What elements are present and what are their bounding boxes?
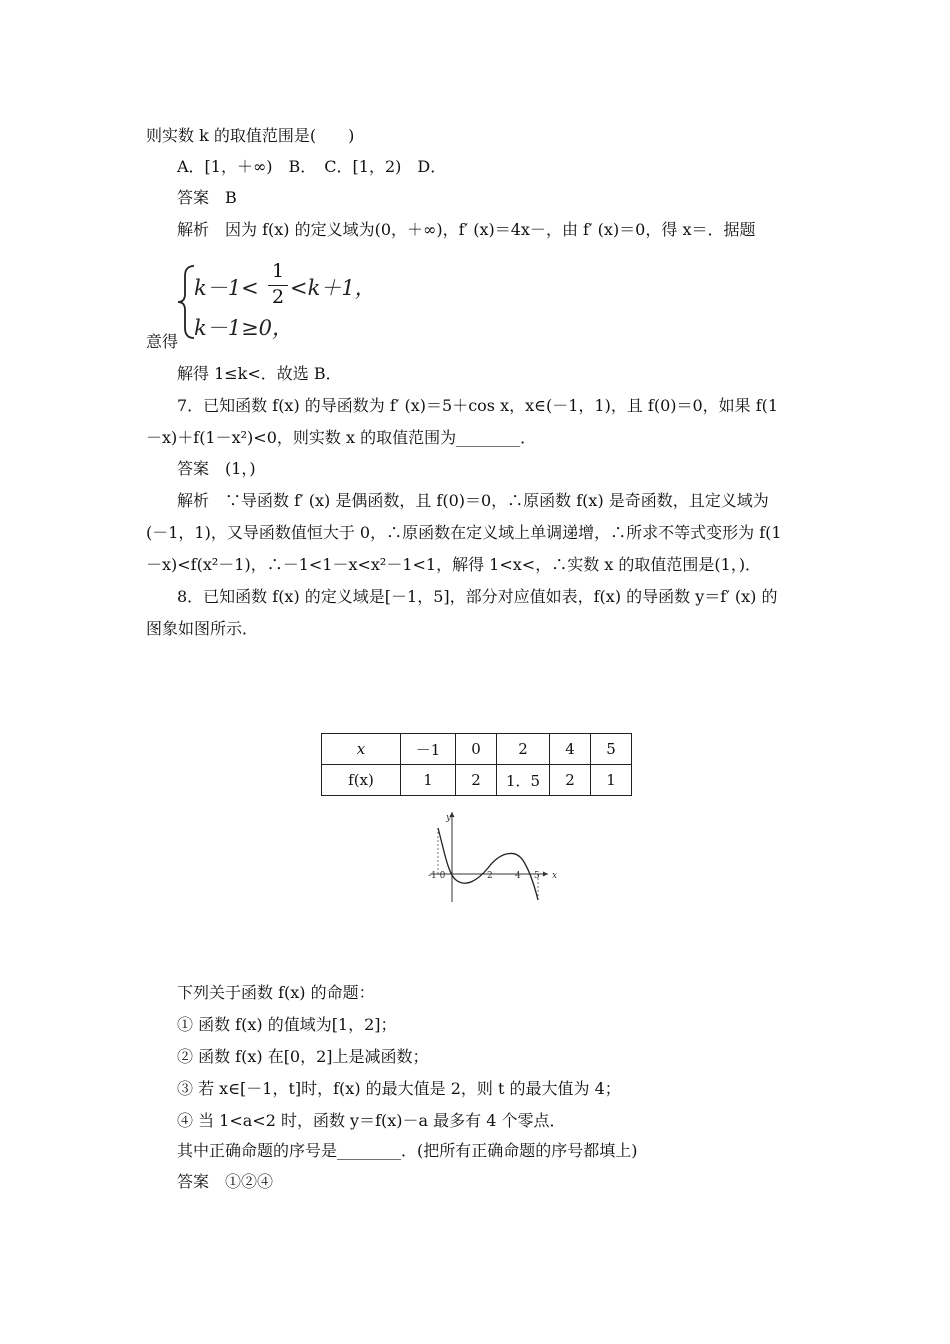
proposition-3: ③ 若 x∈[－1，t]时，f(x) 的最大值是 2，则 t 的最大值为 4； (177, 1079, 621, 1098)
text-line: 意得 (146, 332, 179, 351)
fraction-numerator: 1 (271, 260, 285, 282)
origin-label: -1 0 (428, 871, 446, 881)
tick-label: 4 (515, 871, 521, 881)
tick-label: 2 (487, 871, 493, 881)
proposition-4: ④ 当 1<a<2 时，函数 y＝f(x)－a 最多有 4 个零点． (177, 1111, 566, 1130)
proposition-2: ② 函数 f(x) 在[0，2]上是减函数； (177, 1047, 429, 1066)
y-axis-label: y (446, 813, 452, 823)
answer-label: 答案 B (177, 188, 237, 207)
solution-line: 解析 ∵导函数 f′ (x) 是偶函数，且 f(0)＝0，∴原函数 f(x) 是奇函数，且定义域为 (177, 491, 769, 510)
table-cell: －1 (401, 734, 456, 765)
table-row (322, 765, 632, 796)
table-cell: 2 (456, 765, 497, 796)
table-cell: 4 (550, 734, 591, 765)
table-cell: 1 (591, 765, 632, 796)
derivative-graph (420, 806, 560, 906)
text-line: －x)<f(x²－1)，∴－1<1－x<x²－1<1，解得 1<x<，∴实数 x 的取值范围是(1，)． (146, 555, 762, 574)
solution-line: 解析 因为 f(x) 的定义域为(0，＋∞)，f′ (x)＝4x－，由 f′ (x)＝0，得 x＝．据题 (177, 220, 756, 239)
table-header-x: x (322, 734, 401, 765)
text-line: 图象如图所示． (146, 619, 259, 638)
curve-f-prime (438, 828, 538, 900)
table-cell: 5 (591, 734, 632, 765)
value-table (321, 733, 632, 796)
fraction-denominator: 2 (271, 286, 285, 308)
table-cell: 0 (456, 734, 497, 765)
text-line: (－1，1)，又导函数值恒大于 0，∴原函数在定义域上单调递增，∴所求不等式变形为 f(1 (146, 523, 782, 542)
text-line: 其中正确命题的序号是________．(把所有正确命题的序号都填上) (177, 1141, 638, 1160)
table-row (322, 734, 632, 765)
text-line: －x)＋f(1－x²)<0，则实数 x 的取值范围为________． (146, 428, 537, 447)
question-7: 7．已知函数 f(x) 的导函数为 f′ (x)＝5＋cos x，x∈(－1，1)，且 f(0)＝0，如果 f(1 (177, 396, 779, 415)
x-axis-arrow (543, 872, 548, 877)
system-row1-left: k－1< (194, 276, 259, 300)
table-cell: 2 (550, 765, 591, 796)
system-row1-right: <k＋1， (290, 276, 376, 300)
text-line: 下列关于函数 f(x) 的命题： (177, 983, 375, 1002)
x-axis-label: x (552, 871, 558, 881)
proposition-1: ① 函数 f(x) 的值域为[1，2]； (177, 1015, 397, 1034)
answer-label: 答案 (1，) (177, 459, 256, 478)
question-8: 8．已知函数 f(x) 的定义域是[－1，5]，部分对应值如表，f(x) 的导函数 y＝f′ (x) 的 (177, 587, 778, 606)
system-row2: k－1≥0， (194, 316, 294, 340)
table-header-fx: f(x) (322, 765, 401, 796)
answer-options: A．[1，＋∞) B． C．[1，2) D． (177, 157, 447, 176)
inequality-system (176, 262, 386, 342)
text-line: 解得 1≤k<．故选 B． (177, 364, 342, 383)
table-cell: 2 (497, 734, 550, 765)
table-cell: 1．5 (497, 765, 550, 796)
tick-label: 5 (534, 871, 540, 881)
table-cell: 1 (401, 765, 456, 796)
text-line: 则实数 k 的取值范围是( ) (146, 126, 355, 145)
answer-label: 答案 ①②④ (177, 1172, 274, 1191)
